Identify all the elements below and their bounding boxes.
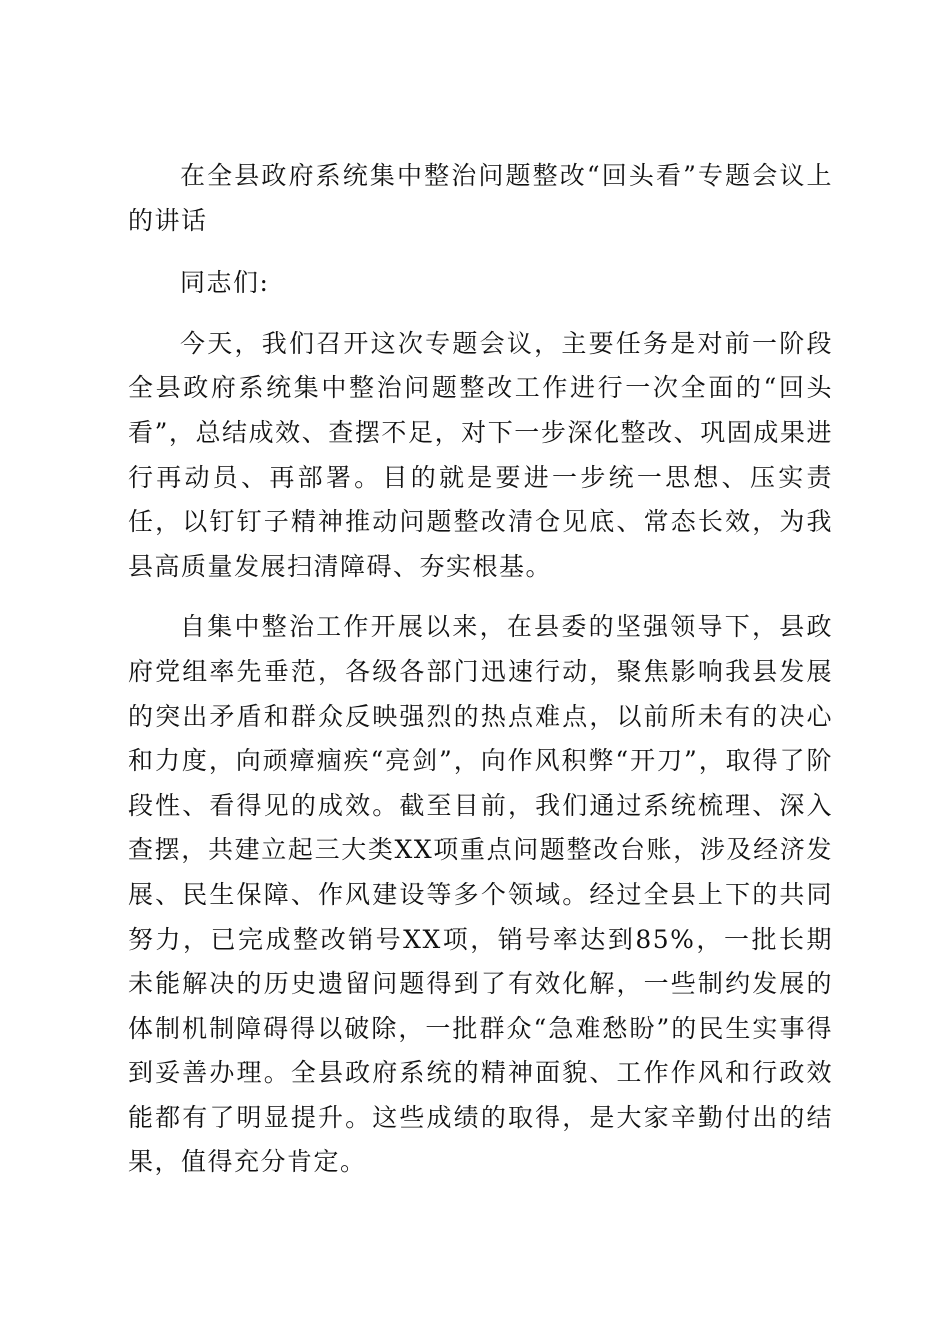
salutation: 同志们: bbox=[180, 268, 270, 298]
document-body bbox=[128, 154, 833, 1201]
document-title: 在全县政府系统集中整治问题整改“回头看”专题会议上的讲话 bbox=[128, 161, 833, 235]
paragraph-1: 今天，我们召开这次专题会议，主要任务是对前一阶段全县政府系统集中整治问题整改工作进行一次全面的“回头看”，总结成效、查摆不足，对下一步深化整改、巩固成果进行再动员、再部署。目的就是要进一步统一思想、压实责任，以钉钉子精神推动问题整改清仓见底、常态长效，为我县高质量发展扫清障碍、夯实根基。 bbox=[128, 328, 833, 581]
paragraph-2: 自集中整治工作开展以来，在县委的坚强领导下，县政府党组率先垂范，各级各部门迅速行动，聚焦影响我县发展的突出矛盾和群众反映强烈的热点难点，以前所未有的决心和力度，向顽瘴痼疾“亮剑”，向作风积弊“开刀”，取得了阶段性、看得见的成效。截至目前，我们通过系统梳理、深入查摆，共建立起三大类XX项重点问题整改台账，涉及经济发展、民生保障、作风建设等多个领域。经过全县上下的共同努力，已完成整改销号XX项，销号率达到85%，一批长期未能解决的历史遗留问题得到了有效化解，一些制约发展的体制机制障碍得以破除，一批群众“急难愁盼”的民生实事得到妥善办理。全县政府系统的精神面貌、工作作风和行政效能都有了明显提升。这些成绩的取得，是大家辛勤付出的结果，值得充分肯定。 bbox=[128, 612, 833, 1177]
